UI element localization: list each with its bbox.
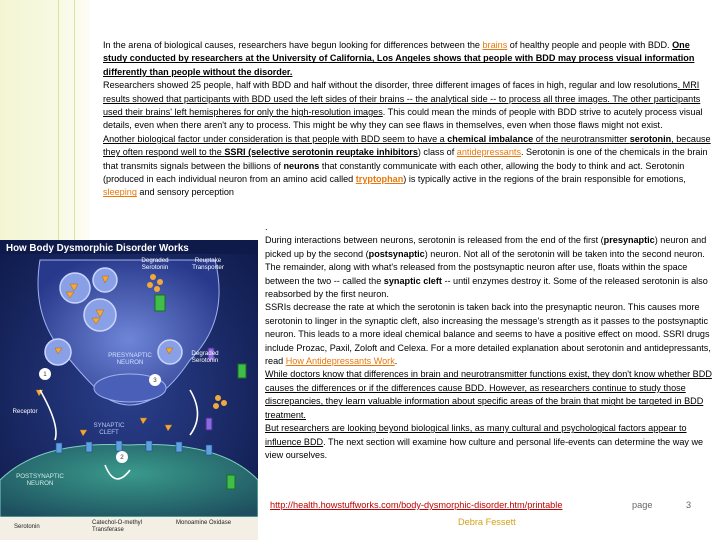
text-run: In the arena of biological causes, researchers have begun looking for differences between the (103, 40, 483, 50)
text-run: While doctors know that differences in brain and neurotransmitter functions exist, they don't know whether BDD causes the differences or if the differences cause BDD. However, as researchers continue to study those discrepancies, they learn valuable information about specific areas of the brain that might be targeted in BDD treatment. (265, 369, 712, 420)
text-run: ) class of (417, 147, 457, 158)
bdd-illustration (0, 240, 258, 540)
author-name: Debra Fessett (458, 517, 516, 527)
diagram-title: How Body Dysmorphic Disorder Works (6, 243, 189, 254)
text-run: Another biological factor under consideration is that people with BDD seem to have a (103, 133, 448, 144)
step-2-label: 2 (120, 454, 124, 461)
text-run: of healthy people and people with BDD. (507, 40, 673, 50)
text-run: , because they often respond well to the (103, 133, 711, 158)
ssri-term: SSRI (selective serotonin reuptake inhibitors (224, 147, 418, 158)
serotonin-term: serotonin (629, 133, 672, 144)
step-1-label: 1 (43, 371, 47, 378)
text-run: . (265, 222, 268, 232)
tryptophan-link[interactable]: tryptophan (355, 174, 404, 185)
ucla-study-statement: One study conducted by researchers at the University of California, Los Angeles shows that people with BDD may process visual information differently than people without the disorder. (103, 40, 695, 77)
chemical-imbalance-term: chemical imbalance (447, 133, 534, 144)
text-run: . (394, 356, 398, 367)
text-run: of the neurotransmitter (533, 133, 630, 144)
synaptic-cleft-label: SYNAPTIC CLEFT (93, 422, 125, 436)
neurons-term: neurons (283, 160, 320, 171)
mao-enzyme-shape (227, 475, 235, 489)
reuptake-transporter-shape (155, 295, 165, 311)
text-run: and sensory perception (136, 187, 234, 198)
synaptic-cleft-term: synaptic cleft (383, 275, 442, 286)
degraded-serotonin-label-top: Degraded Serotonin (141, 257, 169, 271)
neuron-drawing (0, 240, 258, 540)
article-paragraph-right (265, 221, 715, 462)
brains-link[interactable]: brains (482, 40, 508, 50)
postsynaptic-term: postsynaptic (368, 248, 425, 259)
step-3-label: 3 (153, 377, 157, 384)
text-run: During interactions between neurons, serotonin is released from the end of the first ( (265, 235, 604, 246)
text-run: Researchers showed 25 people, half with BDD and half without the disorder, three different images of faces in high, regular and low resolutions (103, 80, 678, 91)
diagram-legend (0, 517, 258, 540)
legend-comt: Catechol-O-methyl Transferase (92, 520, 143, 533)
sleeping-link[interactable]: sleeping (103, 187, 137, 198)
text-run: . The next section will examine how culture and personal life-events can determine the way we view ourselves. (265, 436, 704, 460)
degraded-serotonin-label-mid: Degraded Serotonin (191, 350, 219, 364)
source-link[interactable]: http://health.howstuffworks.com/body-dysmorphic-disorder.htm/printable (270, 500, 563, 510)
receptor-label: Receptor (12, 408, 38, 415)
article-paragraph-top (103, 39, 715, 200)
presynaptic-neuron-label: PRESYNAPTIC NEURON (108, 352, 152, 366)
reuptake-transporter-label: Reuptake Transporter (192, 257, 224, 271)
text-run: ) neuron. Not all of the serotonin will be taken into the second neuron. The remainder, along with what's released from the postsynaptic neuron after use, floats within the space between the two -- called the (265, 248, 705, 286)
text-run: SSRIs decrease the rate at which the serotonin is taken back into the presynaptic neuron. This causes more serotonin to linger in the synaptic cleft, also increasing the message's strength as it passes to the postsynaptic neuron. This leads to a more ideal chemical balance and seems to have a positive effect on mood. SSRI drugs include Prozac, Paxil, Zoloft and Celexa. For a more detailed explanation about serotonin and antidepressants, read (265, 302, 711, 367)
how-antidepressants-work-link[interactable]: How Antidepressants Work (285, 356, 395, 367)
text-run: ) is typically active in the regions of the brain responsible for emotions, (403, 174, 686, 185)
text-run: ) neuron and picked up by the second ( (265, 235, 707, 259)
presynaptic-term: presynaptic (603, 235, 655, 246)
text-run: But researchers are looking beyond biological links, as many cultural and psychological factors appear to influence BDD (265, 423, 687, 447)
text-run: that constantly communicate with each other, allowing the body to think and act. Serotonin (produced in each individual neuron from an amino acid called (103, 160, 685, 185)
comt-enzyme-shape (206, 418, 212, 430)
antidepressants-link[interactable]: antidepressants (456, 147, 521, 158)
mao-enzyme-shape (238, 364, 246, 378)
legend-serotonin: Serotonin (14, 524, 40, 530)
mri-results-text: . MRI results showed that participants with BDD used the left sides of their brains -- the analytical side -- to process all three images. The other participants used their brains' left hemispheres for only the high-resolution images (103, 80, 701, 118)
text-run: . This could mean the minds of people with BDD strive to acutely process visual details, even when there aren't any to process. This might be why they can see flaws in themselves, even when those flaws might not exist. (103, 107, 703, 131)
postsynaptic-neuron-label: POSTSYNAPTIC NEURON (16, 473, 64, 487)
legend-mao: Monoamine Oxidase (176, 520, 232, 526)
page-label: page (632, 500, 653, 510)
text-run: -- until enzymes destroy it. Some of the released serotonin is also reabsorbed by the first neuron. (265, 275, 708, 300)
text-run: . Serotonin is one of the chemicals in the brain that transmits signals between the billions of (103, 147, 708, 171)
page-number: 3 (686, 500, 692, 510)
